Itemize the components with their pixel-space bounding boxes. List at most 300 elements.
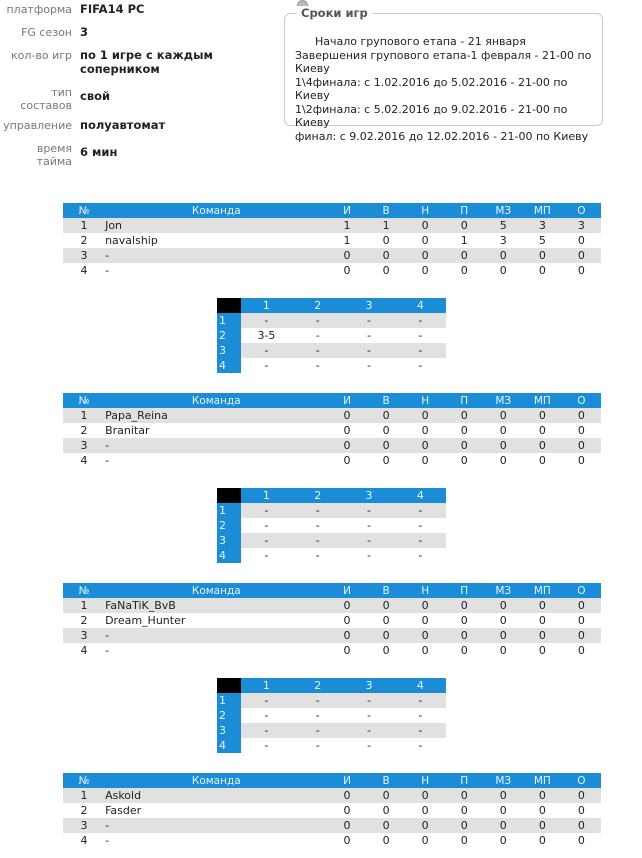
cross-row-header: 2 (217, 328, 241, 343)
cross-header-cell: 1 (241, 488, 292, 503)
standings-header-cell: № (63, 773, 105, 788)
standings-header-row (63, 773, 601, 788)
stat-cell: 0 (460, 424, 468, 437)
match-result: - (418, 549, 423, 562)
match-result: - (343, 693, 394, 708)
standings-header-cell: МЗ (484, 773, 523, 788)
stat-cell: 0 (484, 628, 523, 643)
match-result: - (395, 533, 446, 548)
match-result: - (292, 343, 343, 358)
match-result: - (395, 503, 446, 518)
team-name: Askold (105, 788, 327, 803)
cross-row (217, 723, 446, 738)
standings-header-cell: И (327, 583, 366, 598)
match-result: - (292, 503, 343, 518)
stat-cell: 0 (562, 788, 601, 803)
stat-cell: 0 (421, 424, 429, 437)
stat-cell: 0 (538, 454, 546, 467)
cross-row-header: 4 (217, 548, 241, 563)
stat-cell: 0 (499, 614, 507, 627)
team-name: FaNaTiK_BvB (105, 598, 327, 613)
stat-cell: 0 (460, 834, 468, 847)
standings-header-cell: О (562, 773, 601, 788)
schedule-line: финал: с 9.02.2016 до 12.02.2016 - 21-00 по Киеву (295, 129, 589, 143)
cross-header-cell: 4 (395, 488, 446, 503)
standings-header-cell: В (367, 393, 406, 408)
standings-header-cell: № (63, 203, 105, 218)
stat-cell: 0 (343, 454, 351, 467)
stat-cell: 0 (406, 598, 445, 613)
standings-header-cell: О (562, 583, 601, 598)
standings-header-cell: Команда (105, 583, 327, 598)
stat-cell: 0 (577, 454, 585, 467)
stat-cell: 0 (499, 424, 507, 437)
table-row (63, 833, 601, 848)
stat-cell: 0 (327, 818, 366, 833)
match-result: - (418, 519, 423, 532)
stat-cell: 0 (562, 598, 601, 613)
match-result: - (343, 313, 394, 328)
schedule-box (284, 6, 603, 143)
cross-row (217, 738, 446, 753)
match-result: - (315, 359, 320, 372)
cross-header-cell: 3 (343, 678, 394, 693)
schedule-line: 1\4финала: с 1.02.2016 до 5.02.2016 - 21-00 по Киеву (295, 75, 568, 102)
cross-row-header: 4 (217, 738, 241, 753)
stat-cell: 3 (523, 218, 562, 233)
match-result: - (367, 519, 371, 532)
standings-header-cell: Н (406, 773, 445, 788)
stat-cell: 0 (523, 628, 562, 643)
match-result: - (241, 723, 292, 738)
standings-header-row (63, 203, 601, 218)
match-result: - (241, 343, 292, 358)
stat-cell: 0 (367, 248, 406, 263)
match-result: - (315, 739, 320, 752)
standings-header-cell: П (445, 773, 484, 788)
table-row (63, 438, 601, 453)
info-value: FIFA14 PC (80, 2, 145, 16)
match-result: - (315, 329, 320, 342)
match-result: - (264, 359, 269, 372)
stat-cell: 0 (577, 424, 585, 437)
info-row-controls (0, 118, 270, 132)
stat-cell: 0 (406, 408, 445, 423)
team-name: - (105, 628, 327, 643)
cross-row (217, 533, 446, 548)
stat-cell: 0 (406, 818, 445, 833)
stat-cell: 0 (523, 438, 562, 453)
cross-row (217, 313, 446, 328)
match-result: - (395, 313, 446, 328)
team-name: - (105, 264, 110, 277)
stat-cell: 0 (484, 598, 523, 613)
tournament-info (0, 2, 270, 177)
table-row (63, 233, 601, 248)
stat-cell: 0 (562, 248, 601, 263)
cross-header-cell: 2 (292, 488, 343, 503)
cross-row (217, 343, 446, 358)
stat-cell: 0 (367, 788, 406, 803)
stat-cell: 0 (421, 234, 429, 247)
table-row (63, 263, 601, 278)
standings-header-cell: МП (523, 773, 562, 788)
match-result: - (241, 313, 292, 328)
standings-header-cell: О (562, 393, 601, 408)
info-label: FG сезон (21, 26, 72, 39)
stat-cell: 0 (562, 438, 601, 453)
table-row (63, 628, 601, 643)
info-label: кол-во игр (11, 49, 72, 62)
team-name: Papa_Reina (105, 408, 327, 423)
standings-header-cell: Н (406, 393, 445, 408)
stat-cell: 0 (382, 454, 390, 467)
info-row-half-time (0, 141, 270, 168)
stat-cell: 0 (343, 804, 351, 817)
cross-header-cell: 1 (241, 298, 292, 313)
cross-header-row (217, 298, 446, 313)
cross-row (217, 518, 446, 533)
stat-cell: 0 (367, 438, 406, 453)
row-number: 1 (63, 408, 105, 423)
stat-cell: 0 (406, 438, 445, 453)
stat-cell: 0 (382, 424, 390, 437)
cross-table-group-1 (217, 298, 446, 373)
info-value: свой (80, 89, 111, 103)
cross-row (217, 693, 446, 708)
table-row (63, 598, 601, 613)
row-number: 2 (80, 614, 88, 627)
stat-cell: 0 (343, 644, 351, 657)
schedule-body (295, 35, 596, 143)
cross-row-header: 1 (217, 313, 241, 328)
stat-cell: 0 (445, 248, 484, 263)
stat-cell: 0 (421, 804, 429, 817)
row-number: 3 (63, 248, 105, 263)
stat-cell: 0 (499, 264, 507, 277)
cross-row-header: 4 (217, 358, 241, 373)
info-row-games-count (0, 48, 270, 76)
stat-cell: 0 (499, 454, 507, 467)
standings-table-group-4 (63, 773, 601, 848)
match-result: - (292, 533, 343, 548)
info-value: полуавтомат (80, 118, 166, 132)
match-result: - (264, 739, 269, 752)
standings-header-cell: В (367, 773, 406, 788)
cross-header-cell: 2 (292, 678, 343, 693)
stat-cell: 0 (421, 834, 429, 847)
match-result: 3-5 (257, 329, 276, 342)
match-result: - (343, 343, 394, 358)
cross-row (217, 358, 446, 373)
cross-row (217, 328, 446, 343)
cross-row (217, 548, 446, 563)
stat-cell: 0 (484, 788, 523, 803)
table-row (63, 643, 601, 658)
stat-cell: 3 (562, 218, 601, 233)
cross-corner-cell (217, 488, 241, 503)
info-label: платформа (6, 3, 72, 16)
row-number: 2 (80, 234, 88, 247)
table-row (63, 408, 601, 423)
standings-header-row (63, 393, 601, 408)
match-result: - (367, 359, 371, 372)
stat-cell: 0 (327, 408, 366, 423)
table-row (63, 453, 601, 468)
row-number: 4 (80, 454, 88, 467)
info-row-squad-type (0, 85, 270, 112)
stat-cell: 0 (406, 628, 445, 643)
row-number: 2 (80, 424, 88, 437)
standings-header-cell: Н (406, 203, 445, 218)
row-number: 4 (80, 644, 88, 657)
cross-header-cell: 3 (343, 298, 394, 313)
stat-cell: 0 (484, 408, 523, 423)
cross-header-row (217, 488, 446, 503)
stat-cell: 5 (484, 218, 523, 233)
team-name: Fasder (105, 804, 142, 817)
cross-header-cell: 2 (292, 298, 343, 313)
stat-cell: 0 (382, 644, 390, 657)
stat-cell: 0 (445, 598, 484, 613)
row-number: 1 (63, 598, 105, 613)
cross-header-cell: 1 (241, 678, 292, 693)
info-row-platform (0, 2, 270, 16)
team-name: - (105, 834, 110, 847)
standings-header-cell: П (445, 583, 484, 598)
stat-cell: 1 (460, 234, 468, 247)
table-row (63, 248, 601, 263)
cross-row-header: 2 (217, 708, 241, 723)
standings-header-cell: № (63, 583, 105, 598)
cross-row-header: 1 (217, 503, 241, 518)
stat-cell: 0 (343, 264, 351, 277)
stat-cell: 0 (343, 614, 351, 627)
stat-cell: 0 (523, 248, 562, 263)
standings-header-cell: МЗ (484, 583, 523, 598)
standings-header-cell: МП (523, 393, 562, 408)
match-result: - (315, 549, 320, 562)
info-label: управление (3, 119, 72, 132)
team-name: - (105, 454, 110, 467)
info-value: 6 мин (80, 145, 118, 159)
match-result: - (315, 709, 320, 722)
stat-cell: 1 (343, 234, 351, 247)
stat-cell: 0 (484, 248, 523, 263)
stat-cell: 0 (538, 834, 546, 847)
stat-cell: 5 (538, 234, 546, 247)
stat-cell: 0 (577, 234, 585, 247)
match-result: - (343, 503, 394, 518)
standings-header-cell: МП (523, 203, 562, 218)
match-result: - (241, 693, 292, 708)
match-result: - (418, 359, 423, 372)
schedule-line: Начало групового етапа - 21 января (315, 35, 526, 48)
stat-cell: 0 (460, 454, 468, 467)
standings-header-cell: Команда (105, 203, 327, 218)
stat-cell: 0 (499, 644, 507, 657)
stat-cell: 0 (484, 438, 523, 453)
match-result: - (418, 329, 423, 342)
stat-cell: 0 (538, 644, 546, 657)
match-result: - (292, 723, 343, 738)
match-result: - (264, 709, 269, 722)
stat-cell: 0 (562, 818, 601, 833)
match-result: - (343, 533, 394, 548)
standings-header-cell: МЗ (484, 203, 523, 218)
match-result: - (367, 739, 371, 752)
match-result: - (292, 693, 343, 708)
stat-cell: 0 (445, 218, 484, 233)
stat-cell: 0 (406, 248, 445, 263)
cross-corner-cell (217, 678, 241, 693)
stat-cell: 0 (382, 264, 390, 277)
table-row (63, 423, 601, 438)
stat-cell: 0 (484, 818, 523, 833)
cross-header-row (217, 678, 446, 693)
stat-cell: 0 (421, 644, 429, 657)
stat-cell: 0 (327, 248, 366, 263)
stat-cell: 0 (577, 804, 585, 817)
cross-header-cell: 4 (395, 298, 446, 313)
table-row (63, 818, 601, 833)
standings-header-cell: Команда (105, 773, 327, 788)
team-name: Dream_Hunter (105, 614, 186, 627)
table-row (63, 803, 601, 818)
cross-header-cell: 3 (343, 488, 394, 503)
match-result: - (418, 709, 423, 722)
row-number: 1 (63, 218, 105, 233)
stat-cell: 0 (499, 804, 507, 817)
stat-cell: 0 (577, 834, 585, 847)
match-result: - (395, 343, 446, 358)
stat-cell: 0 (523, 818, 562, 833)
row-number: 3 (63, 628, 105, 643)
match-result: - (343, 723, 394, 738)
match-result: - (292, 313, 343, 328)
stat-cell: 0 (445, 408, 484, 423)
team-name: navalship (105, 234, 158, 247)
row-number: 1 (63, 788, 105, 803)
standings-table-group-1 (63, 203, 601, 278)
stat-cell: 0 (577, 644, 585, 657)
stat-cell: 0 (406, 788, 445, 803)
stat-cell: 0 (343, 834, 351, 847)
stat-cell: 0 (421, 614, 429, 627)
match-result: - (418, 739, 423, 752)
stat-cell: 0 (445, 438, 484, 453)
info-label: время тайма (36, 142, 72, 168)
standings-header-cell: Н (406, 583, 445, 598)
standings-header-cell: О (562, 203, 601, 218)
row-number: 4 (80, 834, 88, 847)
cross-corner-cell (217, 298, 241, 313)
stat-cell: 0 (327, 598, 366, 613)
stat-cell: 0 (327, 788, 366, 803)
team-name: - (105, 438, 327, 453)
stat-cell: 0 (538, 424, 546, 437)
stat-cell: 0 (538, 264, 546, 277)
standings-header-cell: МП (523, 583, 562, 598)
stat-cell: 0 (406, 218, 445, 233)
team-name: Jon (105, 218, 327, 233)
cross-table-group-3 (217, 678, 446, 753)
stat-cell: 0 (523, 408, 562, 423)
stat-cell: 0 (538, 804, 546, 817)
table-row (63, 788, 601, 803)
stat-cell: 0 (499, 834, 507, 847)
standings-table-group-2 (63, 393, 601, 468)
cross-table-group-2 (217, 488, 446, 563)
stat-cell: 0 (382, 614, 390, 627)
team-name: - (105, 818, 327, 833)
schedule-line: Завершения групового етапа-1 февраля - 21-00 по Киеву (295, 48, 592, 75)
cross-row-header: 3 (217, 723, 241, 738)
standings-table-group-3 (63, 583, 601, 658)
cross-row-header: 2 (217, 518, 241, 533)
stat-cell: 0 (460, 614, 468, 627)
row-number: 2 (80, 804, 88, 817)
stat-cell: 0 (367, 818, 406, 833)
stat-cell: 0 (382, 234, 390, 247)
stat-cell: 0 (367, 598, 406, 613)
stat-cell: 0 (421, 454, 429, 467)
cross-row (217, 708, 446, 723)
schedule-line: 1\2финала: с 5.02.2016 до 9.02.2016 - 21-00 по Киеву (295, 102, 568, 129)
team-name: - (105, 248, 327, 263)
stat-cell: 0 (460, 804, 468, 817)
stat-cell: 0 (367, 408, 406, 423)
match-result: - (367, 329, 371, 342)
team-name: - (105, 644, 110, 657)
stat-cell: 0 (327, 628, 366, 643)
match-result: - (264, 549, 269, 562)
stat-cell: 0 (562, 628, 601, 643)
standings-header-cell: МЗ (484, 393, 523, 408)
stat-cell: 0 (523, 598, 562, 613)
standings-header-cell: И (327, 773, 366, 788)
row-number: 4 (80, 264, 88, 277)
match-result: - (367, 709, 371, 722)
team-name: Branitar (105, 424, 150, 437)
stat-cell: 0 (445, 788, 484, 803)
stat-cell: 0 (538, 614, 546, 627)
match-result: - (367, 549, 371, 562)
standings-header-cell: И (327, 203, 366, 218)
stat-cell: 0 (445, 818, 484, 833)
cross-row (217, 503, 446, 518)
match-result: - (395, 723, 446, 738)
stat-cell: 0 (327, 438, 366, 453)
cross-row-header: 1 (217, 693, 241, 708)
standings-header-cell: В (367, 203, 406, 218)
stat-cell: 0 (460, 644, 468, 657)
stat-cell: 0 (562, 408, 601, 423)
cross-header-cell: 4 (395, 678, 446, 693)
stat-cell: 0 (343, 424, 351, 437)
cross-row-header: 3 (217, 533, 241, 548)
standings-header-cell: П (445, 203, 484, 218)
row-number: 3 (63, 818, 105, 833)
match-result: - (395, 693, 446, 708)
standings-header-cell: И (327, 393, 366, 408)
stat-cell: 1 (367, 218, 406, 233)
stat-cell: 0 (382, 804, 390, 817)
standings-header-cell: В (367, 583, 406, 598)
standings-header-cell: № (63, 393, 105, 408)
table-row (63, 218, 601, 233)
stat-cell: 0 (577, 614, 585, 627)
